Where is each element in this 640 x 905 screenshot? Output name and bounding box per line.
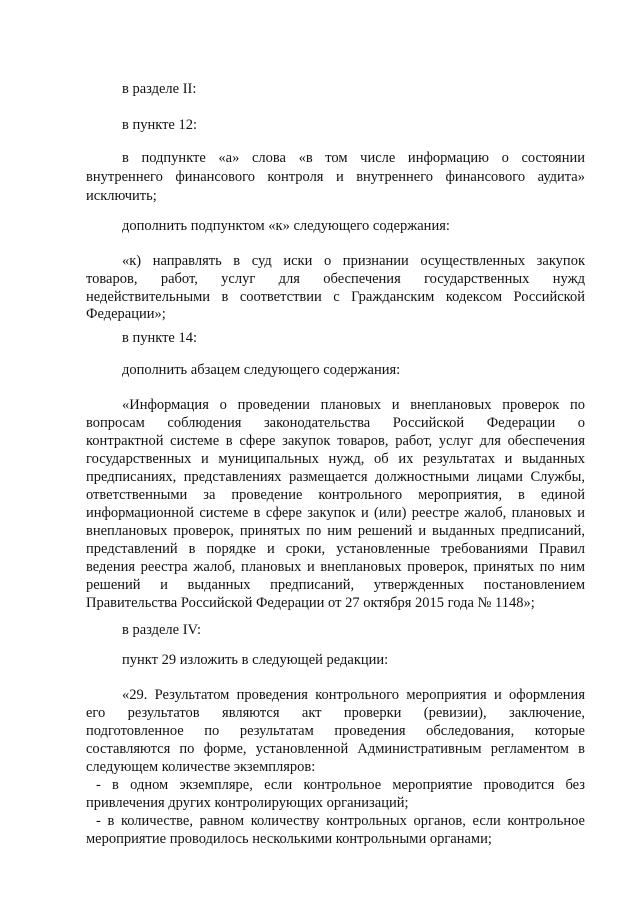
paragraph-line: подготовленное по результатам проведения обследования, которые: [86, 723, 585, 739]
section-heading-ii: в разделе II:: [122, 81, 197, 97]
paragraph-line: «к) направлять в суд иски о признании осуществленных закупок: [122, 253, 585, 269]
list-item-line: - в одном экземпляре, если контрольное мероприятие проводится без: [96, 777, 585, 793]
paragraph-line: ведения реестра жалоб, плановых и внеплановых проверок, принятых по ним: [86, 559, 585, 575]
paragraph-line: недействительными в соответствии с Гражданским кодексом Российской: [86, 289, 585, 305]
paragraph-line: государственных и муниципальных нужд, об их результатах и выданных: [86, 451, 585, 467]
paragraph-line: составляются по форме, установленной Административным регламентом в: [86, 741, 585, 757]
paragraph-line: Правительства Российской Федерации от 27 октября 2015 года № 1148»;: [86, 595, 535, 611]
paragraph-line: следующем количестве экземпляров:: [86, 759, 316, 775]
paragraph-line: информационной системе в сфере закупок и (или) реестре жалоб, плановых и: [86, 505, 585, 521]
section-heading-iv: в разделе IV:: [122, 622, 201, 638]
list-item-line: - в количестве, равном количеству контрольных органов, если контрольное: [96, 813, 585, 829]
paragraph-line: внеплановых проверок, принятых по ним решений и выданных предписаний,: [86, 523, 585, 539]
paragraph-line: Федерации»;: [86, 306, 166, 322]
paragraph-line: в подпункте «а» слова «в том числе информацию о состоянии: [122, 150, 585, 166]
paragraph-line: «29. Результатом проведения контрольного мероприятия и оформления: [122, 687, 585, 703]
paragraph-line: «Информация о проведении плановых и внеплановых проверок по: [122, 397, 585, 413]
list-item-line: привлечения других контролирующих организаций;: [86, 795, 409, 811]
paragraph-line: пункт 29 изложить в следующей редакции:: [122, 652, 389, 668]
paragraph-line: вопросам соблюдения законодательства Российской Федерации о: [86, 415, 585, 431]
paragraph-line: представлений в порядке и сроки, установленные требованиями Правил: [86, 541, 585, 557]
paragraph-line: предписаниях, представлениях размещается должностными лицами Службы,: [86, 469, 585, 485]
paragraph-line: дополнить подпунктом «к» следующего содержания:: [122, 218, 450, 234]
paragraph-line: ответственными за проведение контрольного мероприятия, в единой: [86, 487, 585, 503]
paragraph-line: внутреннего финансового контроля и внутреннего финансового аудита»: [86, 169, 585, 185]
paragraph-line: товаров, работ, услуг для обеспечения государственных нужд: [86, 271, 585, 287]
paragraph-line: дополнить абзацем следующего содержания:: [122, 362, 401, 378]
item-14-heading: в пункте 14:: [122, 330, 198, 346]
paragraph-line: его результатов являются акт проверки (ревизии), заключение,: [86, 705, 585, 721]
paragraph-line: решений и выданных предписаний, утвержденных постановлением: [86, 577, 585, 593]
paragraph-line: исключить;: [86, 188, 157, 204]
list-item-line: мероприятие проводилось несколькими контрольными органами;: [86, 831, 492, 847]
paragraph-line: контрактной системе в сфере закупок товаров, работ, услуг для обеспечения: [86, 433, 585, 449]
item-12-heading: в пункте 12:: [122, 117, 198, 133]
